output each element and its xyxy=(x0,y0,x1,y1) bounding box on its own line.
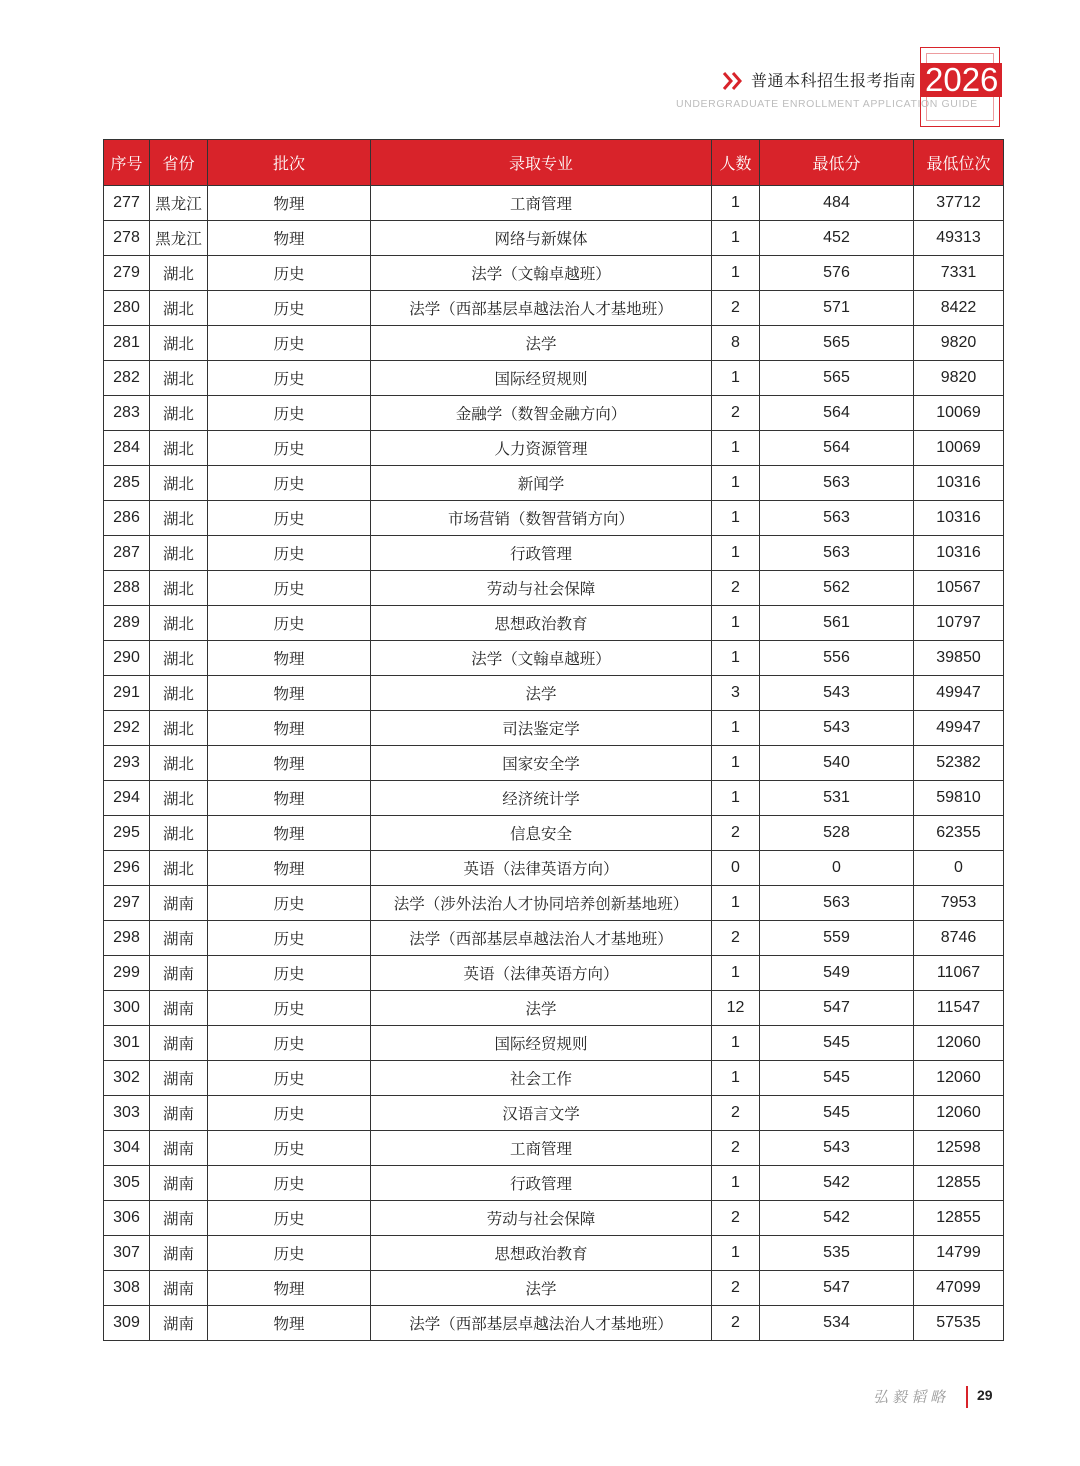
cell-major: 行政管理 xyxy=(371,536,712,571)
cell-min-score: 564 xyxy=(760,431,914,466)
cell-min-rank: 49947 xyxy=(914,676,1004,711)
cell-major: 劳动与社会保障 xyxy=(371,571,712,606)
cell-province: 湖南 xyxy=(150,1026,208,1061)
cell-batch: 历史 xyxy=(208,466,371,501)
cell-min-score: 559 xyxy=(760,921,914,956)
cell-major: 网络与新媒体 xyxy=(371,221,712,256)
cell-min-score: 535 xyxy=(760,1236,914,1271)
cell-min-score: 452 xyxy=(760,221,914,256)
cell-batch: 物理 xyxy=(208,676,371,711)
cell-province: 湖南 xyxy=(150,921,208,956)
cell-count: 1 xyxy=(712,1166,760,1201)
cell-province: 湖北 xyxy=(150,746,208,781)
cell-major: 法学 xyxy=(371,676,712,711)
cell-province: 湖北 xyxy=(150,781,208,816)
cell-seq: 282 xyxy=(104,361,150,396)
cell-count: 2 xyxy=(712,1096,760,1131)
cell-batch: 物理 xyxy=(208,186,371,221)
table-row xyxy=(104,886,1004,921)
cell-min-score: 528 xyxy=(760,816,914,851)
cell-count: 3 xyxy=(712,676,760,711)
cell-seq: 285 xyxy=(104,466,150,501)
cell-min-rank: 49313 xyxy=(914,221,1004,256)
cell-province: 湖北 xyxy=(150,256,208,291)
cell-min-rank: 9820 xyxy=(914,361,1004,396)
cell-seq: 283 xyxy=(104,396,150,431)
table-row xyxy=(104,1201,1004,1236)
cell-min-rank: 49947 xyxy=(914,711,1004,746)
cell-province: 湖南 xyxy=(150,991,208,1026)
table-row xyxy=(104,1236,1004,1271)
cell-province: 湖北 xyxy=(150,606,208,641)
cell-count: 2 xyxy=(712,396,760,431)
cell-seq: 309 xyxy=(104,1306,150,1341)
cell-seq: 307 xyxy=(104,1236,150,1271)
cell-count: 1 xyxy=(712,1026,760,1061)
cell-major: 法学（西部基层卓越法治人才基地班） xyxy=(371,291,712,326)
cell-batch: 物理 xyxy=(208,746,371,781)
cell-min-rank: 37712 xyxy=(914,186,1004,221)
cell-seq: 281 xyxy=(104,326,150,361)
cell-min-score: 547 xyxy=(760,1271,914,1306)
cell-major: 金融学（数智金融方向） xyxy=(371,396,712,431)
table-row xyxy=(104,676,1004,711)
cell-major: 国家安全学 xyxy=(371,746,712,781)
table-row xyxy=(104,921,1004,956)
cell-min-score: 563 xyxy=(760,536,914,571)
cell-min-score: 543 xyxy=(760,676,914,711)
cell-seq: 278 xyxy=(104,221,150,256)
cell-min-score: 543 xyxy=(760,1131,914,1166)
cell-seq: 279 xyxy=(104,256,150,291)
cell-min-score: 545 xyxy=(760,1096,914,1131)
cell-seq: 300 xyxy=(104,991,150,1026)
column-header-batch: 批次 xyxy=(208,140,371,186)
cell-seq: 295 xyxy=(104,816,150,851)
cell-province: 湖北 xyxy=(150,571,208,606)
cell-seq: 296 xyxy=(104,851,150,886)
cell-min-score: 563 xyxy=(760,501,914,536)
table-row xyxy=(104,466,1004,501)
table-row xyxy=(104,571,1004,606)
cell-major: 国际经贸规则 xyxy=(371,1026,712,1061)
cell-count: 1 xyxy=(712,886,760,921)
cell-min-rank: 10797 xyxy=(914,606,1004,641)
cell-seq: 297 xyxy=(104,886,150,921)
cell-batch: 历史 xyxy=(208,956,371,991)
cell-seq: 305 xyxy=(104,1166,150,1201)
cell-min-rank: 10069 xyxy=(914,431,1004,466)
table-row xyxy=(104,361,1004,396)
cell-min-score: 542 xyxy=(760,1166,914,1201)
cell-min-rank: 7953 xyxy=(914,886,1004,921)
cell-batch: 历史 xyxy=(208,1026,371,1061)
cell-count: 2 xyxy=(712,921,760,956)
cell-count: 12 xyxy=(712,991,760,1026)
cell-batch: 物理 xyxy=(208,711,371,746)
cell-min-score: 571 xyxy=(760,291,914,326)
cell-major: 新闻学 xyxy=(371,466,712,501)
cell-batch: 物理 xyxy=(208,781,371,816)
cell-seq: 306 xyxy=(104,1201,150,1236)
cell-min-score: 484 xyxy=(760,186,914,221)
cell-min-rank: 12855 xyxy=(914,1201,1004,1236)
cell-major: 国际经贸规则 xyxy=(371,361,712,396)
cell-seq: 304 xyxy=(104,1131,150,1166)
cell-min-rank: 8422 xyxy=(914,291,1004,326)
cell-seq: 303 xyxy=(104,1096,150,1131)
column-header-min-score: 最低分 xyxy=(760,140,914,186)
cell-min-rank: 12060 xyxy=(914,1061,1004,1096)
cell-min-rank: 10316 xyxy=(914,466,1004,501)
cell-seq: 298 xyxy=(104,921,150,956)
cell-province: 湖北 xyxy=(150,431,208,466)
cell-count: 1 xyxy=(712,606,760,641)
cell-batch: 历史 xyxy=(208,606,371,641)
cell-min-score: 0 xyxy=(760,851,914,886)
cell-min-score: 531 xyxy=(760,781,914,816)
cell-min-rank: 12855 xyxy=(914,1166,1004,1201)
cell-batch: 历史 xyxy=(208,1201,371,1236)
cell-major: 法学（文翰卓越班） xyxy=(371,256,712,291)
table-row xyxy=(104,501,1004,536)
cell-batch: 历史 xyxy=(208,326,371,361)
table-row xyxy=(104,1306,1004,1341)
cell-min-score: 576 xyxy=(760,256,914,291)
cell-province: 黑龙江 xyxy=(150,186,208,221)
cell-major: 汉语言文学 xyxy=(371,1096,712,1131)
cell-province: 湖南 xyxy=(150,1306,208,1341)
cell-batch: 历史 xyxy=(208,291,371,326)
cell-count: 2 xyxy=(712,571,760,606)
cell-count: 2 xyxy=(712,291,760,326)
table-row xyxy=(104,326,1004,361)
cell-major: 法学 xyxy=(371,1271,712,1306)
cell-min-rank: 12598 xyxy=(914,1131,1004,1166)
cell-min-score: 534 xyxy=(760,1306,914,1341)
cell-min-rank: 11067 xyxy=(914,956,1004,991)
cell-min-rank: 12060 xyxy=(914,1096,1004,1131)
table-row xyxy=(104,396,1004,431)
table-row xyxy=(104,1096,1004,1131)
cell-seq: 301 xyxy=(104,1026,150,1061)
cell-min-score: 540 xyxy=(760,746,914,781)
cell-province: 湖南 xyxy=(150,1236,208,1271)
cell-major: 思想政治教育 xyxy=(371,606,712,641)
double-chevron-right-icon xyxy=(722,71,744,91)
year-badge: 2026 xyxy=(921,63,1002,97)
table-row xyxy=(104,956,1004,991)
table-row xyxy=(104,1026,1004,1061)
table-row xyxy=(104,291,1004,326)
cell-batch: 物理 xyxy=(208,816,371,851)
cell-major: 经济统计学 xyxy=(371,781,712,816)
cell-batch: 历史 xyxy=(208,1166,371,1201)
cell-min-score: 565 xyxy=(760,361,914,396)
cell-count: 1 xyxy=(712,536,760,571)
cell-batch: 历史 xyxy=(208,501,371,536)
cell-count: 8 xyxy=(712,326,760,361)
cell-min-score: 564 xyxy=(760,396,914,431)
cell-major: 法学（西部基层卓越法治人才基地班） xyxy=(371,1306,712,1341)
cell-province: 湖北 xyxy=(150,711,208,746)
cell-province: 湖北 xyxy=(150,536,208,571)
table-row xyxy=(104,1061,1004,1096)
cell-seq: 302 xyxy=(104,1061,150,1096)
table-body xyxy=(104,186,1004,1341)
table-row xyxy=(104,256,1004,291)
cell-count: 1 xyxy=(712,1061,760,1096)
table-row xyxy=(104,606,1004,641)
cell-batch: 物理 xyxy=(208,851,371,886)
page-number: 29 xyxy=(977,1387,993,1403)
cell-count: 0 xyxy=(712,851,760,886)
table-row xyxy=(104,186,1004,221)
cell-min-score: 547 xyxy=(760,991,914,1026)
cell-major: 法学 xyxy=(371,991,712,1026)
cell-seq: 277 xyxy=(104,186,150,221)
cell-min-score: 543 xyxy=(760,711,914,746)
column-header-count: 人数 xyxy=(712,140,760,186)
cell-batch: 历史 xyxy=(208,431,371,466)
cell-province: 湖北 xyxy=(150,396,208,431)
table-row xyxy=(104,536,1004,571)
cell-min-score: 565 xyxy=(760,326,914,361)
cell-min-score: 563 xyxy=(760,466,914,501)
cell-province: 湖北 xyxy=(150,466,208,501)
cell-batch: 物理 xyxy=(208,221,371,256)
cell-province: 湖北 xyxy=(150,816,208,851)
cell-count: 1 xyxy=(712,186,760,221)
table-header-row xyxy=(104,140,1004,186)
cell-count: 2 xyxy=(712,1201,760,1236)
cell-major: 英语（法律英语方向） xyxy=(371,956,712,991)
cell-major: 人力资源管理 xyxy=(371,431,712,466)
cell-province: 湖南 xyxy=(150,886,208,921)
cell-batch: 历史 xyxy=(208,886,371,921)
cell-count: 2 xyxy=(712,1306,760,1341)
table-row xyxy=(104,431,1004,466)
cell-count: 1 xyxy=(712,466,760,501)
cell-min-score: 545 xyxy=(760,1061,914,1096)
cell-province: 湖南 xyxy=(150,1131,208,1166)
cell-seq: 294 xyxy=(104,781,150,816)
cell-seq: 308 xyxy=(104,1271,150,1306)
guide-title: 普通本科招生报考指南 xyxy=(751,71,917,90)
cell-batch: 历史 xyxy=(208,536,371,571)
cell-count: 2 xyxy=(712,1271,760,1306)
cell-batch: 物理 xyxy=(208,1306,371,1341)
cell-batch: 历史 xyxy=(208,1061,371,1096)
cell-count: 1 xyxy=(712,501,760,536)
cell-province: 湖南 xyxy=(150,956,208,991)
cell-batch: 历史 xyxy=(208,921,371,956)
cell-count: 1 xyxy=(712,746,760,781)
cell-min-score: 556 xyxy=(760,641,914,676)
cell-min-rank: 59810 xyxy=(914,781,1004,816)
guide-subtitle: UNDERGRADUATE ENROLLMENT APPLICATION GUIDE xyxy=(676,98,978,110)
cell-min-rank: 8746 xyxy=(914,921,1004,956)
cell-province: 湖北 xyxy=(150,501,208,536)
cell-count: 1 xyxy=(712,781,760,816)
table-row xyxy=(104,221,1004,256)
table-row xyxy=(104,851,1004,886)
cell-batch: 历史 xyxy=(208,571,371,606)
footer-signature: 弘毅韬略 xyxy=(873,1388,950,1406)
cell-min-rank: 10567 xyxy=(914,571,1004,606)
cell-count: 1 xyxy=(712,641,760,676)
cell-min-rank: 14799 xyxy=(914,1236,1004,1271)
cell-province: 湖北 xyxy=(150,326,208,361)
cell-seq: 288 xyxy=(104,571,150,606)
cell-count: 1 xyxy=(712,221,760,256)
cell-count: 1 xyxy=(712,431,760,466)
table-row xyxy=(104,1166,1004,1201)
cell-min-rank: 62355 xyxy=(914,816,1004,851)
cell-seq: 292 xyxy=(104,711,150,746)
cell-province: 湖北 xyxy=(150,291,208,326)
cell-seq: 289 xyxy=(104,606,150,641)
cell-min-score: 562 xyxy=(760,571,914,606)
cell-major: 市场营销（数智营销方向） xyxy=(371,501,712,536)
cell-seq: 280 xyxy=(104,291,150,326)
cell-batch: 历史 xyxy=(208,991,371,1026)
cell-min-rank: 10069 xyxy=(914,396,1004,431)
table-row xyxy=(104,1131,1004,1166)
table-row xyxy=(104,781,1004,816)
cell-min-rank: 0 xyxy=(914,851,1004,886)
cell-seq: 286 xyxy=(104,501,150,536)
cell-count: 1 xyxy=(712,711,760,746)
cell-batch: 历史 xyxy=(208,1236,371,1271)
cell-major: 行政管理 xyxy=(371,1166,712,1201)
cell-major: 法学（西部基层卓越法治人才基地班） xyxy=(371,921,712,956)
cell-major: 法学（涉外法治人才协同培养创新基地班） xyxy=(371,886,712,921)
cell-major: 信息安全 xyxy=(371,816,712,851)
cell-min-rank: 52382 xyxy=(914,746,1004,781)
cell-min-rank: 57535 xyxy=(914,1306,1004,1341)
cell-count: 2 xyxy=(712,816,760,851)
cell-province: 湖南 xyxy=(150,1061,208,1096)
cell-min-score: 561 xyxy=(760,606,914,641)
cell-min-score: 542 xyxy=(760,1201,914,1236)
cell-count: 1 xyxy=(712,1236,760,1271)
cell-province: 黑龙江 xyxy=(150,221,208,256)
footer-divider xyxy=(966,1386,968,1408)
cell-major: 司法鉴定学 xyxy=(371,711,712,746)
cell-min-rank: 11547 xyxy=(914,991,1004,1026)
column-header-province: 省份 xyxy=(150,140,208,186)
cell-province: 湖北 xyxy=(150,641,208,676)
cell-province: 湖北 xyxy=(150,851,208,886)
cell-major: 思想政治教育 xyxy=(371,1236,712,1271)
cell-seq: 293 xyxy=(104,746,150,781)
cell-province: 湖北 xyxy=(150,676,208,711)
cell-major: 劳动与社会保障 xyxy=(371,1201,712,1236)
column-header-seq: 序号 xyxy=(104,140,150,186)
cell-min-rank: 10316 xyxy=(914,501,1004,536)
cell-seq: 291 xyxy=(104,676,150,711)
cell-province: 湖南 xyxy=(150,1096,208,1131)
cell-batch: 物理 xyxy=(208,641,371,676)
cell-min-score: 549 xyxy=(760,956,914,991)
cell-seq: 290 xyxy=(104,641,150,676)
column-header-major: 录取专业 xyxy=(371,140,712,186)
cell-batch: 历史 xyxy=(208,1096,371,1131)
cell-min-rank: 9820 xyxy=(914,326,1004,361)
cell-count: 1 xyxy=(712,956,760,991)
cell-major: 英语（法律英语方向） xyxy=(371,851,712,886)
cell-count: 1 xyxy=(712,256,760,291)
table-row xyxy=(104,991,1004,1026)
cell-min-score: 563 xyxy=(760,886,914,921)
cell-major: 工商管理 xyxy=(371,1131,712,1166)
cell-batch: 历史 xyxy=(208,396,371,431)
cell-min-rank: 47099 xyxy=(914,1271,1004,1306)
cell-batch: 历史 xyxy=(208,256,371,291)
cell-batch: 历史 xyxy=(208,361,371,396)
cell-province: 湖北 xyxy=(150,361,208,396)
page-header xyxy=(0,0,1080,135)
table-row xyxy=(104,641,1004,676)
cell-major: 工商管理 xyxy=(371,186,712,221)
column-header-min-rank: 最低位次 xyxy=(914,140,1004,186)
admission-score-table xyxy=(103,139,1004,1341)
cell-batch: 物理 xyxy=(208,1271,371,1306)
cell-major: 法学 xyxy=(371,326,712,361)
cell-min-rank: 12060 xyxy=(914,1026,1004,1061)
table-row xyxy=(104,746,1004,781)
cell-min-rank: 10316 xyxy=(914,536,1004,571)
cell-count: 1 xyxy=(712,361,760,396)
cell-seq: 287 xyxy=(104,536,150,571)
cell-seq: 299 xyxy=(104,956,150,991)
table-row xyxy=(104,1271,1004,1306)
cell-major: 法学（文翰卓越班） xyxy=(371,641,712,676)
cell-province: 湖南 xyxy=(150,1271,208,1306)
cell-seq: 284 xyxy=(104,431,150,466)
cell-province: 湖南 xyxy=(150,1201,208,1236)
table-row xyxy=(104,711,1004,746)
cell-count: 2 xyxy=(712,1131,760,1166)
table-row xyxy=(104,816,1004,851)
cell-min-score: 545 xyxy=(760,1026,914,1061)
cell-min-rank: 39850 xyxy=(914,641,1004,676)
cell-province: 湖南 xyxy=(150,1166,208,1201)
cell-major: 社会工作 xyxy=(371,1061,712,1096)
cell-min-rank: 7331 xyxy=(914,256,1004,291)
cell-batch: 历史 xyxy=(208,1131,371,1166)
